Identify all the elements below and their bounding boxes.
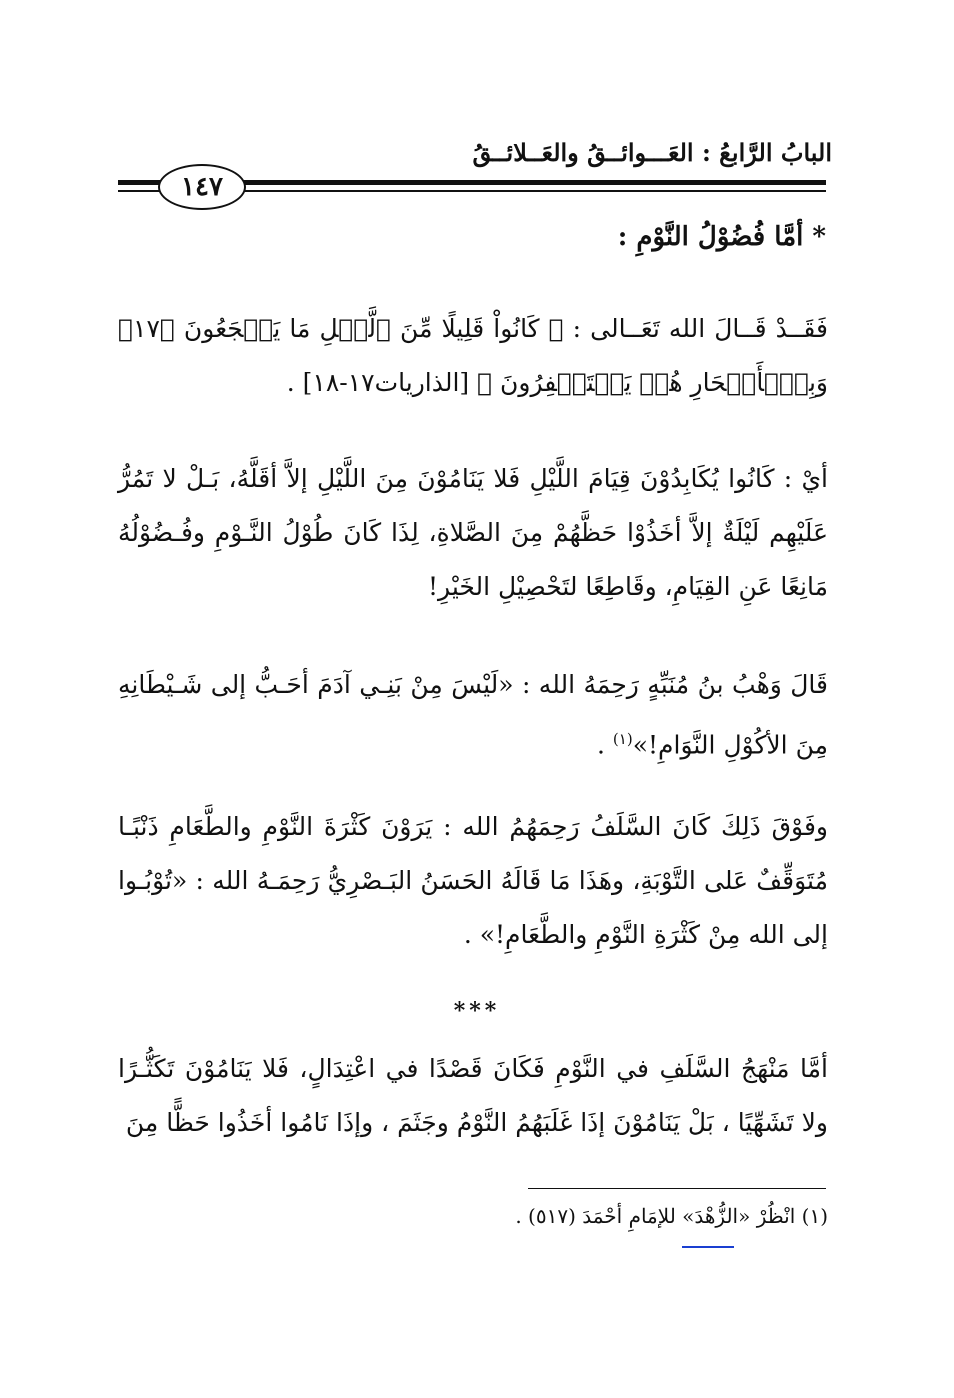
section-separator: *** [453,998,501,1024]
paragraph-salaf-view: وفَوْقَ ذَلِكَ كَانَ السَّلَفُ رَحِمَهُمُ الله : يَرَوْنَ كَثْرَةَ النَّوْمِ والطَّعَامِ ذَنْبًـا مُتَوَقِّفٌ عَلى التَّوْبَةِ، وهَذَا مَا قَالَهُ الحَسَنُ البَـصْرِيُّ رَحِمَـهُ الله : «تُوْبُـوا إلى الله مِنْ كَثْرَةِ النَّوْمِ والطَّعَامِ!» . [118,812,828,949]
footnote-ref[interactable]: (١) [612,730,633,748]
paragraph-salaf-method: أمَّا مَنْهَجُ السَّلَفِ في النَّوْمِ فَكَانَ قَصْدًا في اعْتِدَالٍ، فَلا يَنَامُوْنَ تَكَثُّـرًا ولا تَشَهِّيًا ، بَلْ يَنَامُوْنَ إذَا غَلَبَهُمُ النَّوْمُ وجَثَمَ ، وإذَا نَامُوا أخَذُوا حَظًّا مِنَ [118,1054,828,1137]
chapter-title: البابُ الرَّابعُ : العَـــوائــقُ والعَــلائــقُ [472,138,832,167]
paragraph-wahb-text: قَالَ وَهْبُ بنُ مُنَبِّهٍ رَحِمَهُ الله : «لَيْسَ مِنْ بَنِـي آدَمَ أحَـبُّ إلى شَـيْطَانِهِ مِنَ الأكُوْلِ النَّوَامِ!» [118,670,828,760]
section-heading: * أمَّا فُضُوْلُ النَّوْمِ : [617,222,826,252]
footnote-rule [528,1188,826,1189]
paragraph-wahb-quote: قَالَ وَهْبُ بنُ مُنَبِّهٍ رَحِمَهُ الله : «لَيْسَ مِنْ بَنِـي آدَمَ أحَـبُّ إلى شَـيْطَانِهِ مِنَ الأكُوْلِ النَّوَامِ!»$^{(١)}$ . [118,670,828,760]
page-number: ١٤٧ [181,172,223,202]
paragraph-explanation: أيْ : كَانُوا يُكَابِدُوْنَ قِيَامَ اللَّيْلِ فَلا يَنَامُوْنَ مِنَ اللَّيْلِ إلاَّ أقَلَّهُ، بَـلْ لا تَمُرُّ عَلَيْهِم لَيْلَةٌ إلاَّ أخَذُوْا حَظَّهُمْ مِنَ الصَّلاةِ، لِذَا كَانَ طُوْلُ النَّـوْمِ وفُـضُوْلُهُ مَانِعًا عَنِ القِيَامِ، وقَاطِعًا لتَحْصِيْلِ الخَيْرِ! [118,464,828,601]
link-underline[interactable] [682,1246,734,1248]
paragraph-quran-verse: فَقَــدْ قَــالَ الله تَعَــالى : ﴿ كَانُواْ قَلِيلًا مِّنَ ٱلَّيۡلِ مَا يَهۡجَعُونَ ﴿١٧﴾ وَبِٱلۡأَسۡحَارِ هُمۡ يَسۡتَغۡفِرُونَ ﴾ [الذاريات١٧-١٨] . [118,314,828,397]
footnote: (١) انْظُرْ «الزُّهْدَ» للإمَامِ أحْمَدَ (٥١٧) . [515,1204,828,1228]
page-number-badge [158,164,246,210]
